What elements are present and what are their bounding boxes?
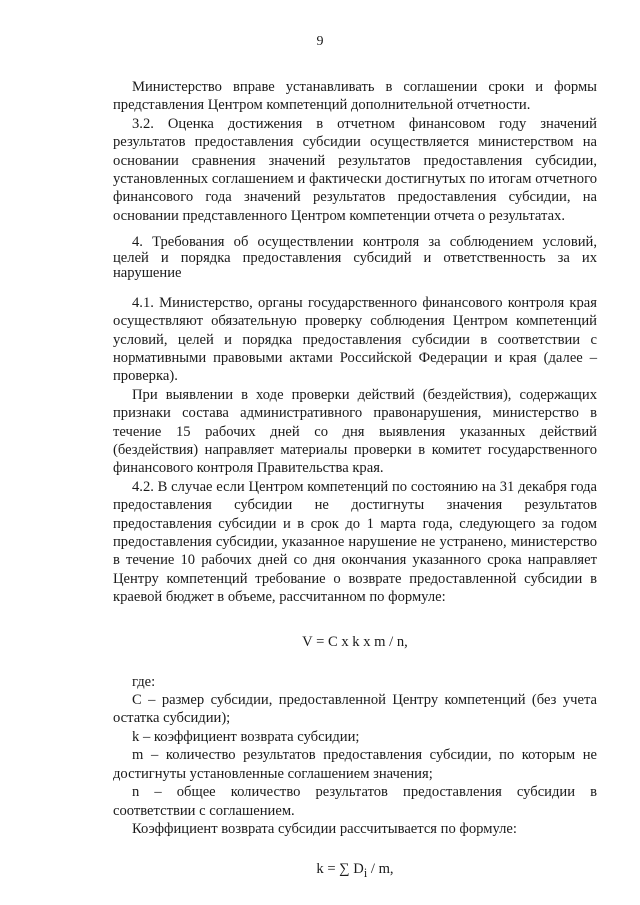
formula-coefficient xyxy=(113,860,597,882)
formula-coefficient-lhs: k = ∑ D xyxy=(316,861,364,878)
definition-c: C – размер субсидии, предоставленной Центру компетенций (без учета остатка субсидии); xyxy=(113,692,597,727)
document-body xyxy=(113,78,597,882)
formula-coefficient-subscript: i xyxy=(363,866,368,881)
formula-coefficient-rhs: / m, xyxy=(367,861,394,878)
paragraph-4-2: 4.2. В случае если Центром компетенций по состоянию на 31 декабря года предоставления субсидии не достигнуты значения результатов предоставления субсидии и в срок до 1 марта года, следующего за годом предоставления субсидии, указанное нарушение не устранено, министерство в течение 10 рабочих дней со дня окончания указанного срока направляет Центру компетенций требование о возврате предоставленной субсидии в краевой бюджет в объеме, рассчитанном по формуле: xyxy=(113,478,597,606)
formula-return-volume: V = C x k x m / n, xyxy=(302,633,408,650)
definition-n: n – общее количество результатов предоставления субсидии в соответствии с соглашением. xyxy=(113,784,597,819)
paragraph-coefficient: Коэффициент возврата субсидии рассчитывается по формуле: xyxy=(132,820,517,837)
definition-m: m – количество результатов предоставления субсидии, по которым не достигнуты установленные соглашением значения; xyxy=(113,747,597,782)
paragraph-reporting: Министерство вправе устанавливать в соглашении сроки и формы представления Центром компетенций дополнительной отчетности. xyxy=(113,79,597,114)
definition-k: k – коэффициент возврата субсидии; xyxy=(132,728,360,745)
page-number: 9 xyxy=(316,34,324,49)
paragraph-4-1: 4.1. Министерство, органы государственного финансового контроля края осуществляют обязательную проверку соблюдения Центром компетенций условий, целей и порядка предоставления субсидии в соответствии с нормативными правовыми актами Российской Федерации и края (далее – проверка). xyxy=(113,294,597,385)
where-label: где: xyxy=(132,673,156,690)
section-heading-4: 4. Требования об осуществлении контроля за соблюдением условий, целей и порядка предоставления субсидий и ответственность за их нарушение xyxy=(113,234,597,282)
paragraph-3-2: 3.2. Оценка достижения в отчетном финансовом году значений результатов предоставления субсидии осуществляется министерством на основании сравнения значений результатов предоставления субсидии, установленных соглашением и фактически достигнутых по итогам отчетного финансового года значений результатов предоставления субсидии, на основании представленного Центром компетенции отчета о результатах. xyxy=(113,115,597,224)
paragraph-violation: При выявлении в ходе проверки действий (бездействия), содержащих признаки состава административного правонарушения, министерство в течение 15 рабочих дней со дня выявления указанных действий (бездействия) направляет материалы проверки в комитет государственного финансового контроля Правительства края. xyxy=(113,386,597,477)
